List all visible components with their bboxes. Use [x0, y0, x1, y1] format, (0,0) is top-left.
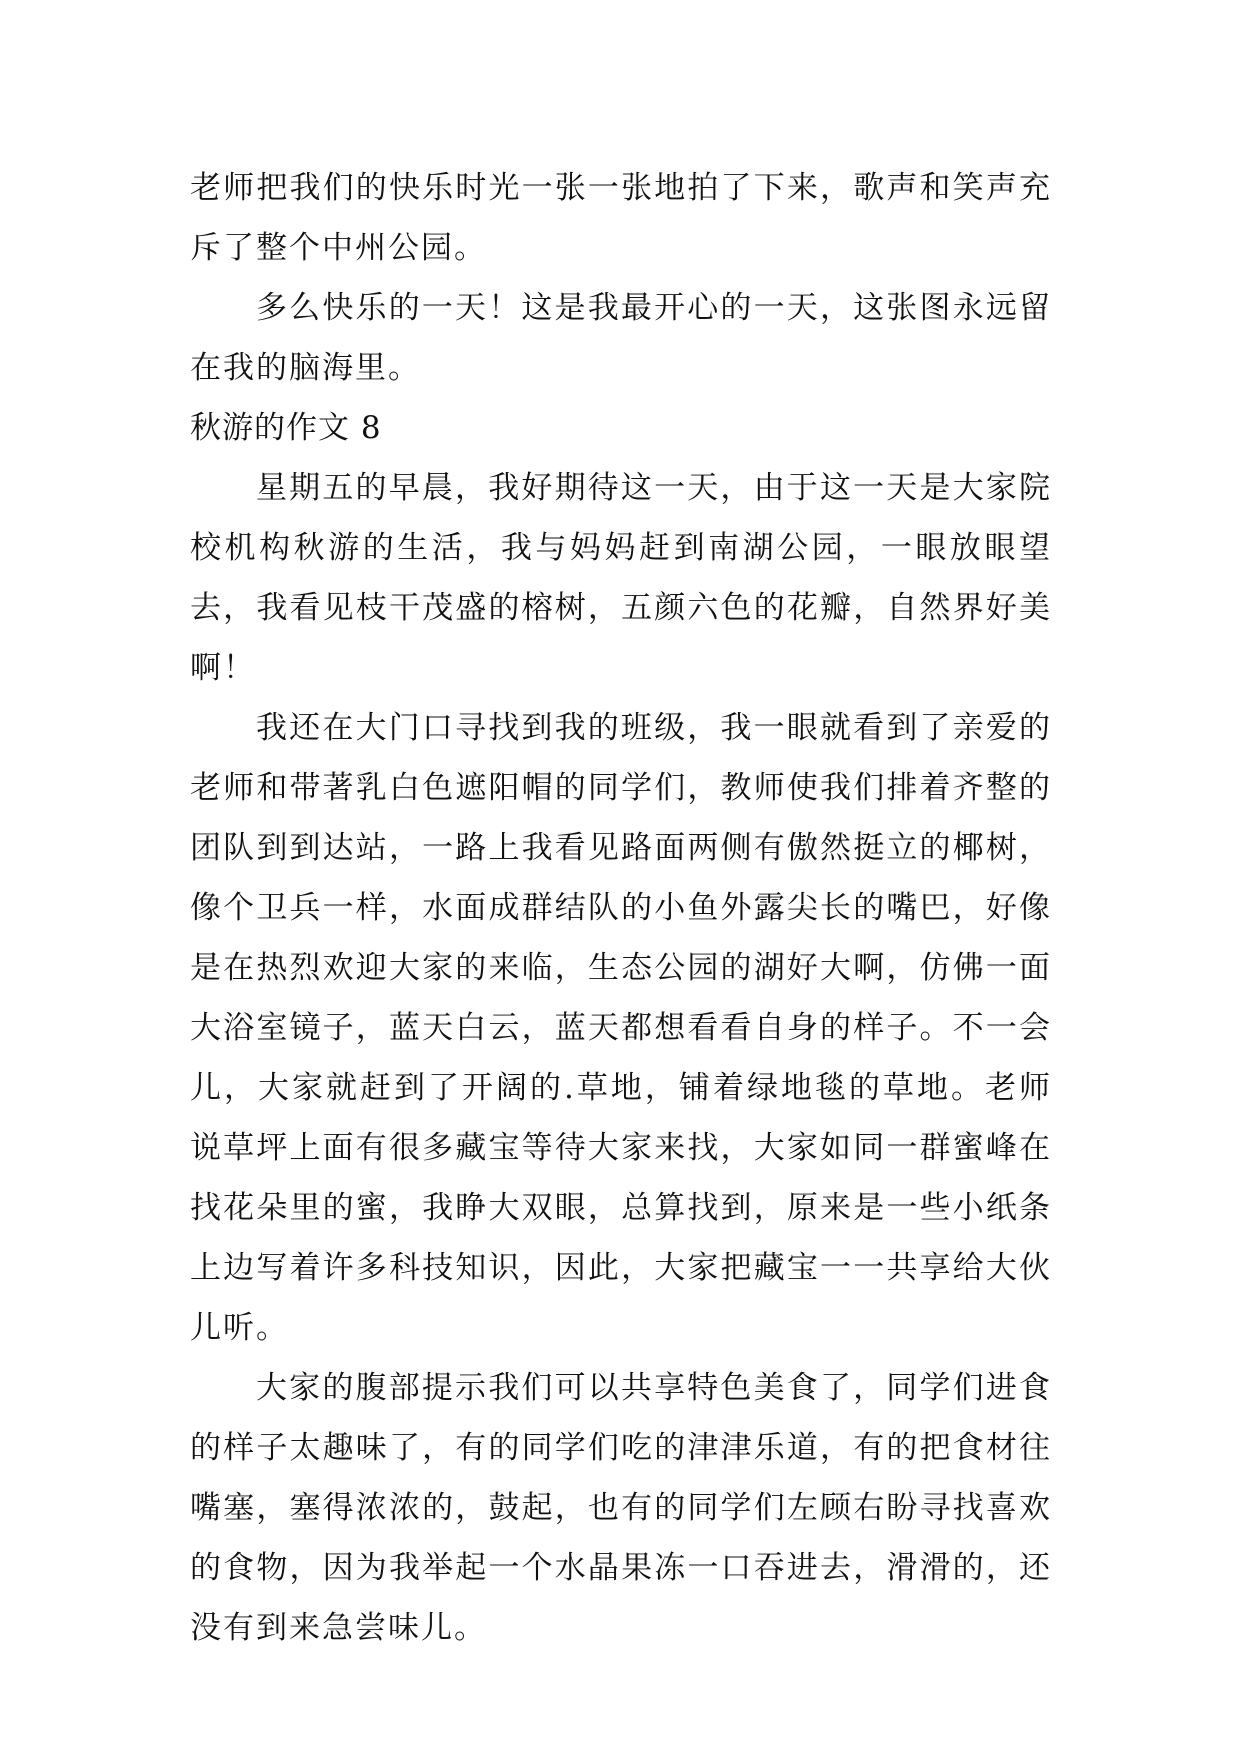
paragraph-sharing-food: 大家的腹部提示我们可以共享特色美食了，同学们进食的样子太趣味了，有的同学们吃的津津乐道，有的把食材往嘴塞，塞得浓浓的，鼓起，也有的同学们左顾右盼寻找喜欢的食物，因为我举起一个水晶果冻一口吞进去，滑滑的，还没有到来急尝味儿。: [190, 1370, 1052, 1646]
document-body: [190, 158, 1052, 1658]
paragraph-continued: 老师把我们的快乐时光一张一张地拍了下来，歌声和笑声充斥了整个中州公园。: [190, 170, 1052, 266]
paragraph-friday-morning: 星期五的早晨，我好期待这一天，由于这一天是大家院校机构秋游的生活，我与妈妈赶到南湖公园，一眼放眼望去，我看见枝干茂盛的榕树，五颜六色的花瓣，自然界好美啊！: [190, 470, 1052, 686]
paragraph-happy-day: 多么快乐的一天！这是我最开心的一天，这张图永远留在我的脑海里。: [190, 290, 1052, 386]
section-title: 秋游的作文 8: [190, 410, 382, 446]
paragraph-finding-class: 我还在大门口寻找到我的班级，我一眼就看到了亲爱的老师和带著乳白色遮阳帽的同学们，教师使我们排着齐整的团队到到达站，一路上我看见路面两侧有傲然挺立的椰树，像个卫兵一样，水面成群结队的小鱼外露尖长的嘴巴，好像是在热烈欢迎大家的来临，生态公园的湖好大啊，仿佛一面大浴室镜子，蓝天白云，蓝天都想看看自身的样子。不一会儿，大家就赶到了开阔的.草地，铺着绿地毯的草地。老师说草坪上面有很多藏宝等待大家来找，大家如同一群蜜峰在找花朵里的蜜，我睁大双眼，总算找到，原来是一些小纸条上边写着许多科技知识，因此，大家把藏宝一一共享给大伙儿听。: [190, 710, 1052, 1346]
